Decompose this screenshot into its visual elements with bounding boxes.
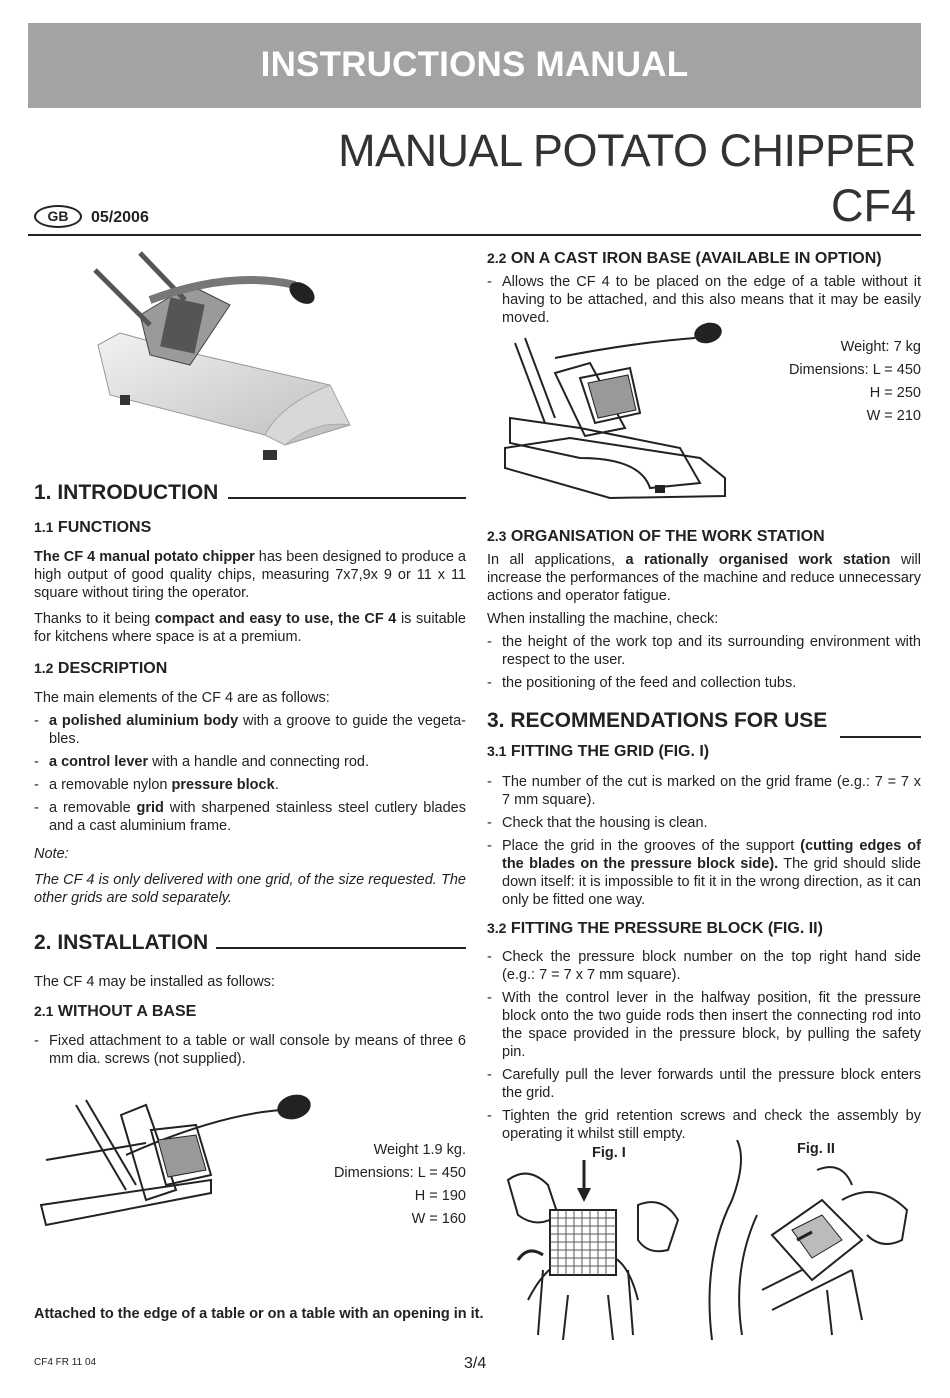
without-base-heading: 2.1 WITHOUT A BASE <box>34 1003 197 1020</box>
description-heading: 1.2 DESCRIPTION <box>34 660 168 677</box>
introduction-heading: 1. INTRODUCTION <box>34 481 219 504</box>
cast-base-heading: 2.2 ON A CAST IRON BASE (AVAILABLE IN OPTION) <box>487 250 882 267</box>
header-banner <box>28 23 921 108</box>
fitting-pressure-block-heading: 3.2 FITTING THE PRESSURE BLOCK (FIG. II) <box>487 920 823 937</box>
fig-1-drawing <box>488 1160 698 1340</box>
page-number: 3/4 <box>464 1355 487 1372</box>
list-item: - Check that the housing is clean. <box>487 814 921 832</box>
functions-text: The CF 4 manual potato chipper has been designed to produce a high output of good quality chips, measuring 7x7,9x 9 or 11 x 11 square without tiring the operator. Thanks to it being compact and easy to use, the CF 4 is suitable for kitchens where space is at a premium. <box>34 549 466 645</box>
introduction-rule <box>228 497 466 499</box>
organisation-text: In all applications, a rationally organised work station will increase the performances of the machine and reduce unnecessary actions and operator fatigue. When installing the machine, check: - the height of the work top and its surrounding environment with respect to the user. - the positioning of the feed and collection tubs. <box>487 551 921 692</box>
list-item: - the positioning of the feed and collection tubs. <box>487 674 921 692</box>
list-item: - Tighten the grid retention screws and check the assembly by operating it whilst still empty. <box>487 1107 921 1143</box>
list-item: - a removable grid with sharpened stainless steel cutlery blades and a cast aluminium frame. <box>34 799 466 835</box>
description-text: The main elements of the CF 4 are as follows: - a polished aluminium body with a groove to guide the vegeta-bles. - a control lever with a handle and connecting rod. - a removable nylon pressure block. - a removable grid with sharpened stainless steel cutlery blades and a cast aluminium frame. Note: The CF 4 is only delivered with one grid, of the size requested. The other grids are sold separately. <box>34 689 466 907</box>
functions-heading: 1.1 FUNCTIONS <box>34 519 152 536</box>
banner-title: INSTRUCTIONS MANUAL <box>260 45 689 84</box>
publication-date: 05/2006 <box>91 209 149 226</box>
list-item: - Place the grid in the grooves of the support (cutting edges of the blades on the pressure block side). The grid should slide down itself: it is impossible to fit it in the wrong direction, as it can only be fitted one way. <box>487 837 921 909</box>
list-item: - Fixed attachment to a table or wall console by means of three 6 mm dia. screws (not supplied). <box>34 1032 466 1068</box>
recommendations-rule <box>840 736 921 738</box>
fig-1-label: Fig. I <box>592 1145 626 1161</box>
fig-2-drawing <box>702 1140 922 1340</box>
recommendations-heading: 3. RECOMMENDATIONS FOR USE <box>487 709 828 732</box>
header-rule <box>28 234 921 236</box>
list-item: - a removable nylon pressure block. <box>34 776 466 794</box>
chipper-photo <box>80 245 360 470</box>
fitting-grid-text <box>487 773 921 909</box>
list-item: - the height of the work top and its surrounding environment with respect to the user. <box>487 633 921 669</box>
fitting-grid-heading: 3.1 FITTING THE GRID (FIG. I) <box>487 743 710 760</box>
list-item: - Check the pressure block number on the top right hand side (e.g.: 7 = 7 x 7 mm square). <box>487 948 921 984</box>
organisation-heading: 2.3 ORGANISATION OF THE WORK STATION <box>487 528 825 545</box>
installation-intro: The CF 4 may be installed as follows: <box>34 974 275 990</box>
document-code: CF4 FR 11 04 <box>34 1357 97 1368</box>
without-base-text <box>34 1032 466 1068</box>
language-badge: GB <box>34 205 82 228</box>
cast-base-drawing <box>500 318 730 503</box>
product-title: MANUAL POTATO CHIPPER <box>338 125 916 176</box>
fig-2-label: Fig. II <box>797 1141 835 1157</box>
product-code: CF4 <box>830 180 916 231</box>
fitting-pressure-block-text <box>487 948 921 1143</box>
list-item: - Allows the CF 4 to be placed on the edge of a table without it having to be attached, and this also means that it may be easily moved. <box>487 273 921 327</box>
list-item: - Carefully pull the lever forwards until the pressure block enters the grid. <box>487 1066 921 1102</box>
installation-heading: 2. INSTALLATION <box>34 931 209 954</box>
attachment-caption: Attached to the edge of a table or on a table with an opening in it. <box>34 1306 484 1322</box>
installation-rule <box>216 947 466 949</box>
list-item: - With the control lever in the halfway position, fit the pressure block onto the two guide rods then insert the connecting rod into the space provided in the pressure block, by pulling the safety pin. <box>487 989 921 1061</box>
list-item: - The number of the cut is marked on the grid frame (e.g.: 7 = 7 x 7 mm square). <box>487 773 921 809</box>
without-base-drawing <box>36 1085 326 1255</box>
list-item: - a control lever with a handle and connecting rod. <box>34 753 466 771</box>
cast-base-specs: Weight: 7 kg Dimensions: L = 450 H = 250 W = 210 <box>788 339 921 424</box>
list-item: - a polished aluminium body with a groove to guide the vegeta-bles. <box>34 712 466 748</box>
without-base-specs: Weight 1.9 kg. Dimensions: L = 450 H = 190 W = 160 <box>333 1142 466 1227</box>
